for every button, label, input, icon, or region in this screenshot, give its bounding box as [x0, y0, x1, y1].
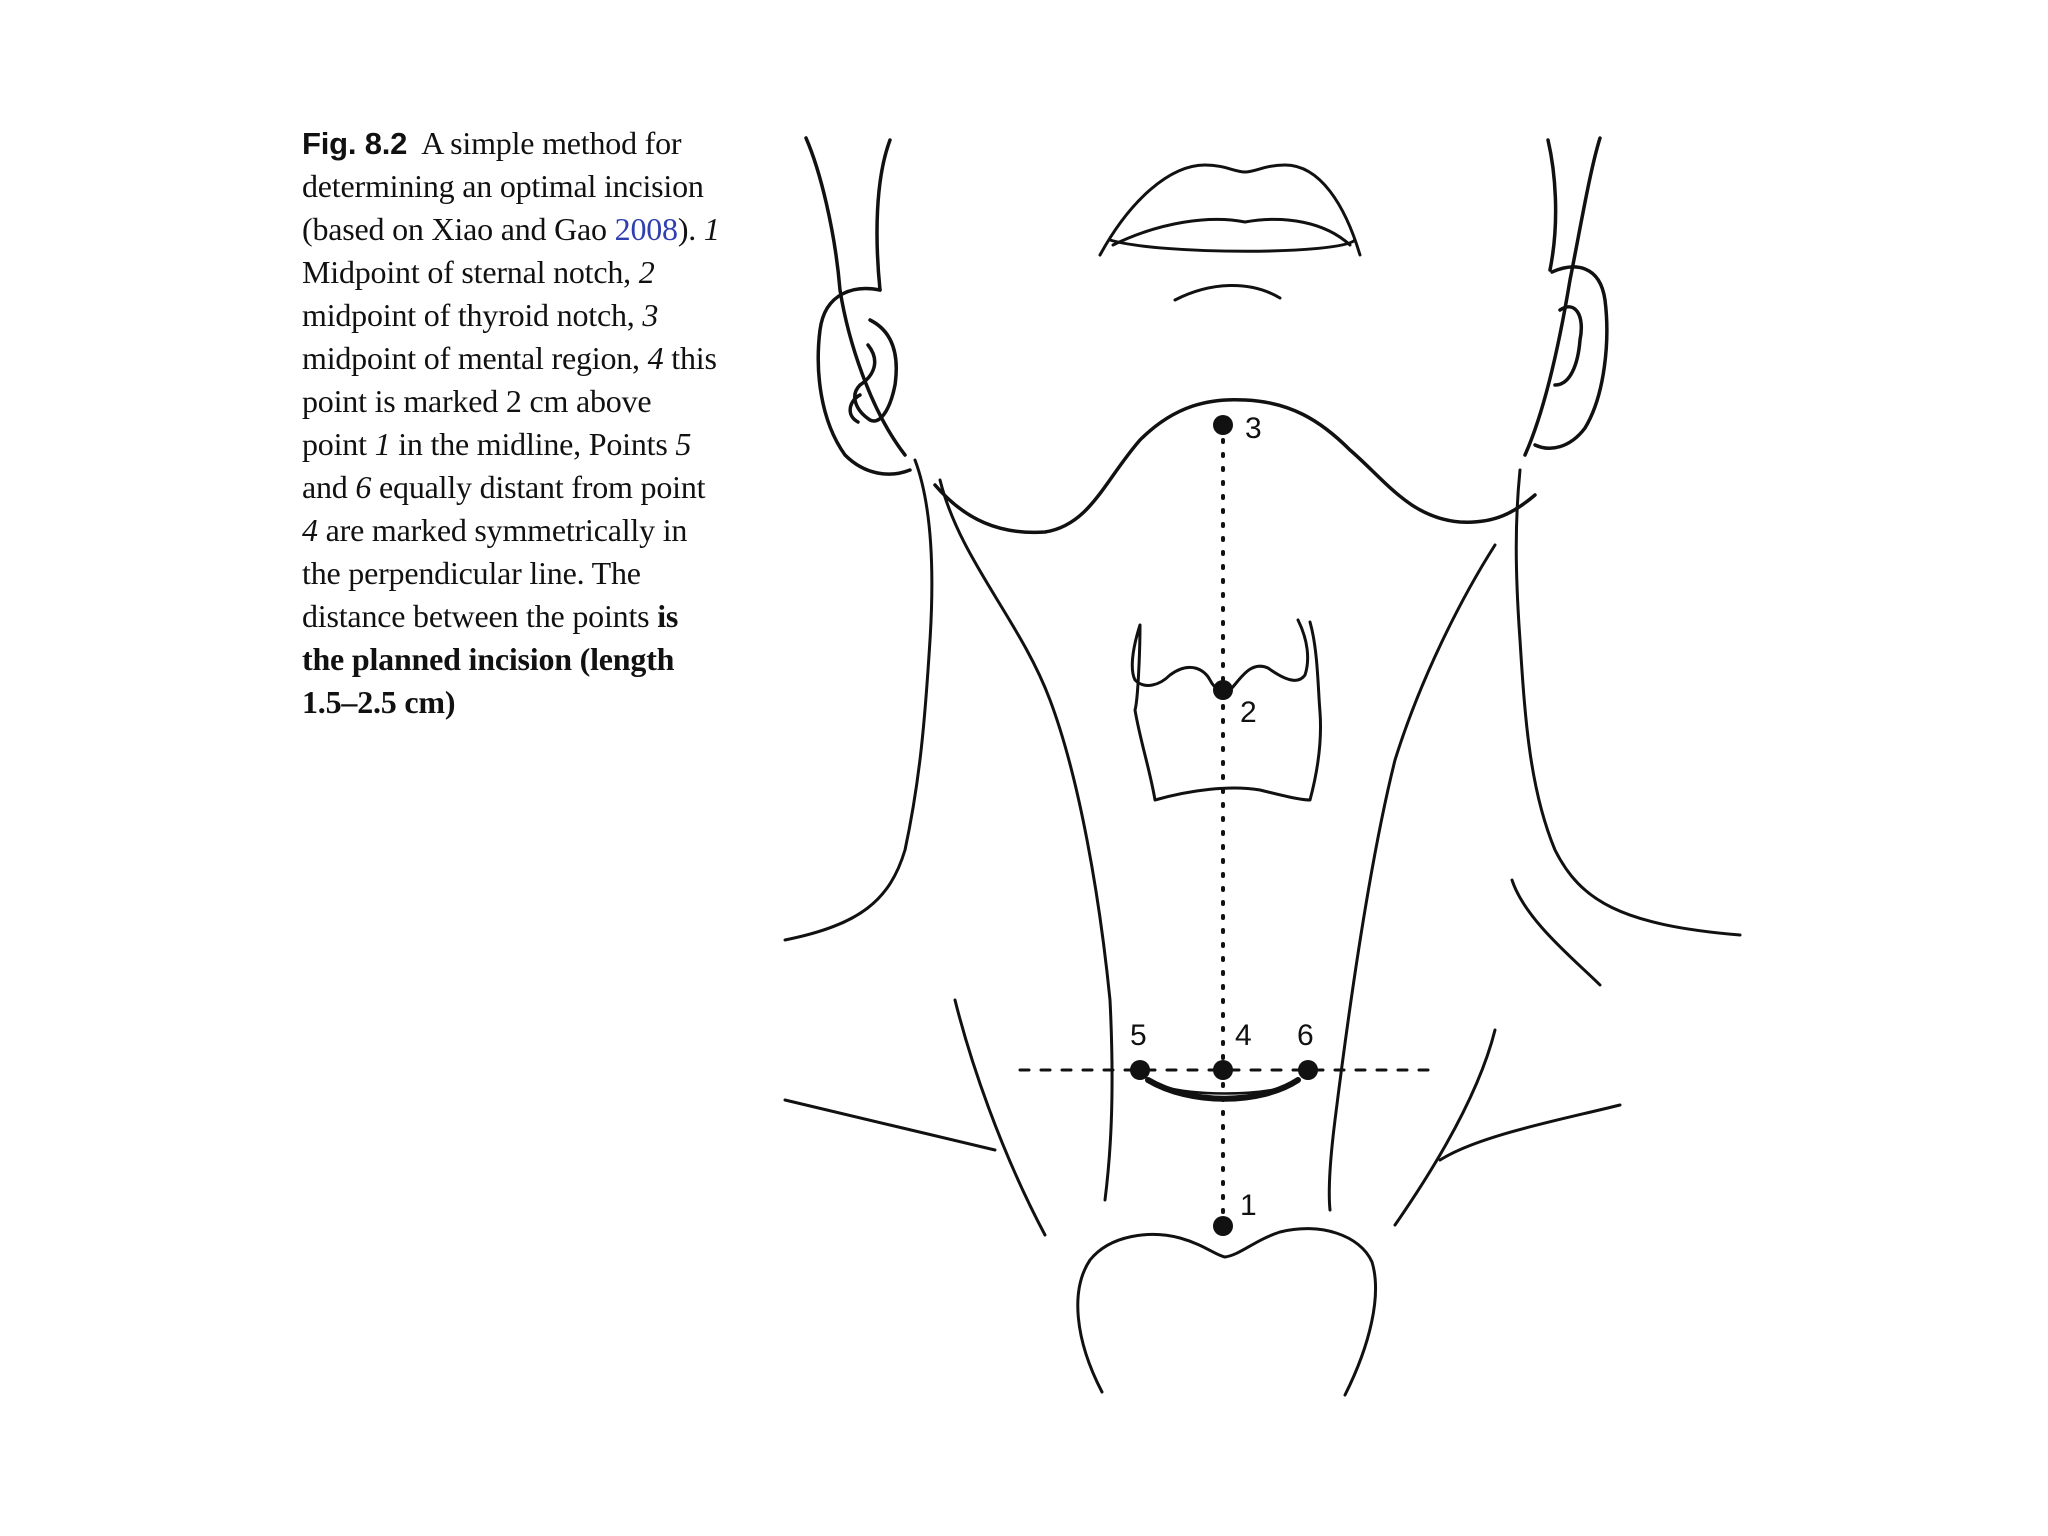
- caption-text-7: in the midline, Points: [390, 426, 676, 462]
- point-1-marker: [1213, 1216, 1233, 1236]
- point-4-marker: [1213, 1060, 1233, 1080]
- caption-text-4: midpoint of thyroid notch,: [302, 297, 643, 333]
- caption-text-1: A simple method for determining an optimal incision (based on Xiao and Gao: [302, 125, 704, 247]
- point-ref-1: 1: [703, 211, 720, 247]
- caption-text-6: this point is marked 2 cm above point: [302, 340, 717, 462]
- left-ear: [818, 289, 910, 475]
- thyroid-cartilage: [1132, 620, 1320, 800]
- lips: [1100, 165, 1360, 255]
- jaw-line: [935, 400, 1535, 533]
- point-ref-3: 3: [642, 297, 659, 333]
- citation-link[interactable]: 2008: [614, 211, 678, 247]
- point-ref-6: 6: [355, 469, 372, 505]
- right-ear: [1535, 267, 1607, 448]
- point-ref-4: 4: [647, 340, 664, 376]
- point-ref-4b: 4: [302, 512, 318, 548]
- sternal-notch: [1078, 1229, 1376, 1395]
- point-ref-5: 5: [675, 426, 692, 462]
- figure-label: Fig. 8.2: [302, 126, 408, 161]
- caption-text-3: Midpoint of sternal notch,: [302, 254, 639, 290]
- point-6-marker: [1298, 1060, 1318, 1080]
- caption-text-9: equally distant from point: [371, 469, 706, 505]
- caption-text-5: midpoint of mental region,: [302, 340, 648, 376]
- point-5-label: 5: [1130, 1019, 1147, 1052]
- point-2-label: 2: [1240, 696, 1257, 729]
- point-3-label: 3: [1245, 412, 1262, 445]
- point-ref-1b: 1: [374, 426, 391, 462]
- point-2-marker: [1213, 680, 1233, 700]
- caption-text-2: ).: [677, 211, 704, 247]
- point-5-marker: [1130, 1060, 1150, 1080]
- caption-text-10: are marked symmetrically in the perpendicular line. The distance between the points: [302, 512, 688, 634]
- clavicles: [785, 1000, 1620, 1235]
- caption-bold-end: is the planned incision (length 1.5–2.5 cm): [302, 598, 679, 720]
- point-ref-2: 2: [638, 254, 655, 290]
- point-6-label: 6: [1297, 1019, 1314, 1052]
- face-outline: [806, 138, 1600, 455]
- caption-text-8: and: [302, 469, 356, 505]
- point-3-marker: [1213, 415, 1233, 435]
- point-4-label: 4: [1235, 1019, 1252, 1052]
- point-1-label: 1: [1240, 1189, 1257, 1222]
- chin-crease: [1175, 285, 1280, 300]
